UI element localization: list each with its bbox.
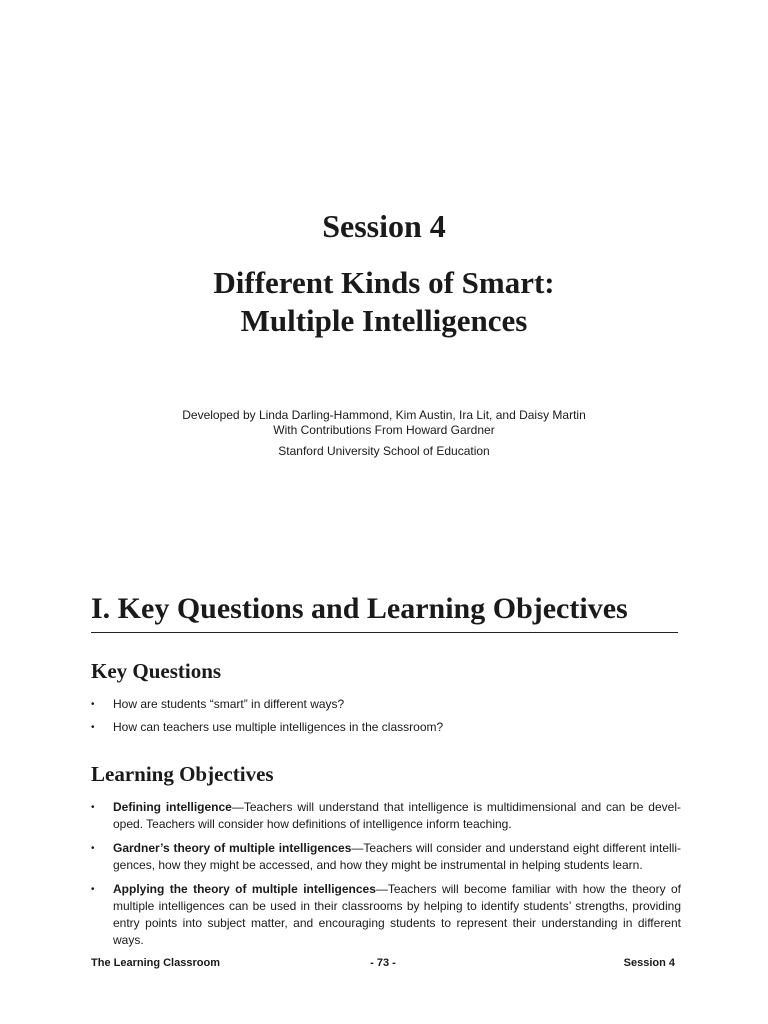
objective-text: —Teachers will understand that intelligence is multidimensional and can be developed. Teachers will consider how definitions of intelligence inform teaching. xyxy=(113,800,681,831)
objective-text: —Teachers will become familiar with how the theory of multiple intelligences can be used in their classrooms by helping to identify students’ strengths, providing entry points into subject matter, and encouraging students to represent their understanding in different ways. xyxy=(113,882,681,947)
credits-affiliation: Stanford University School of Education xyxy=(278,444,490,458)
credits-developed-by: Developed by Linda Darling-Hammond, Kim Austin, Ira Lit, and Daisy Martin xyxy=(182,408,586,422)
key-questions-heading: Key Questions xyxy=(91,659,222,683)
session-title-line-2: Multiple Intelligences xyxy=(240,303,528,338)
objective-term: Defining intelligence xyxy=(113,800,232,814)
credits xyxy=(0,408,768,459)
key-question-item: • How can teachers use multiple intelligences in the classroom? xyxy=(91,719,681,736)
key-questions-list xyxy=(91,696,681,742)
learning-objectives-list xyxy=(91,799,681,956)
footer-book-title: The Learning Classroom xyxy=(91,957,220,969)
learning-objective-item xyxy=(91,881,681,949)
learning-objective-item xyxy=(91,799,681,833)
session-title xyxy=(0,264,768,340)
footer-page-number: - 73 - xyxy=(370,957,396,969)
footer-session-label: Session 4 xyxy=(623,957,675,969)
objective-term: Gardner’s theory of multiple intelligences xyxy=(113,841,352,855)
page-footer xyxy=(91,957,675,975)
session-title-line-1: Different Kinds of Smart: xyxy=(213,265,555,300)
objective-text: —Teachers will consider and understand eight different intelligences, how they might be accessed, and how they might be instrumental in helping students learn. xyxy=(113,841,681,872)
objective-term: Applying the theory of multiple intelligences xyxy=(113,882,376,896)
key-question-item: • How are students “smart” in different ways? xyxy=(91,696,681,713)
learning-objective-item xyxy=(91,840,681,874)
session-number: Session 4 xyxy=(322,208,446,244)
section-heading: I. Key Questions and Learning Objectives xyxy=(91,587,678,633)
learning-objectives-heading: Learning Objectives xyxy=(91,762,274,786)
credits-contributions: With Contributions From Howard Gardner xyxy=(273,423,495,437)
